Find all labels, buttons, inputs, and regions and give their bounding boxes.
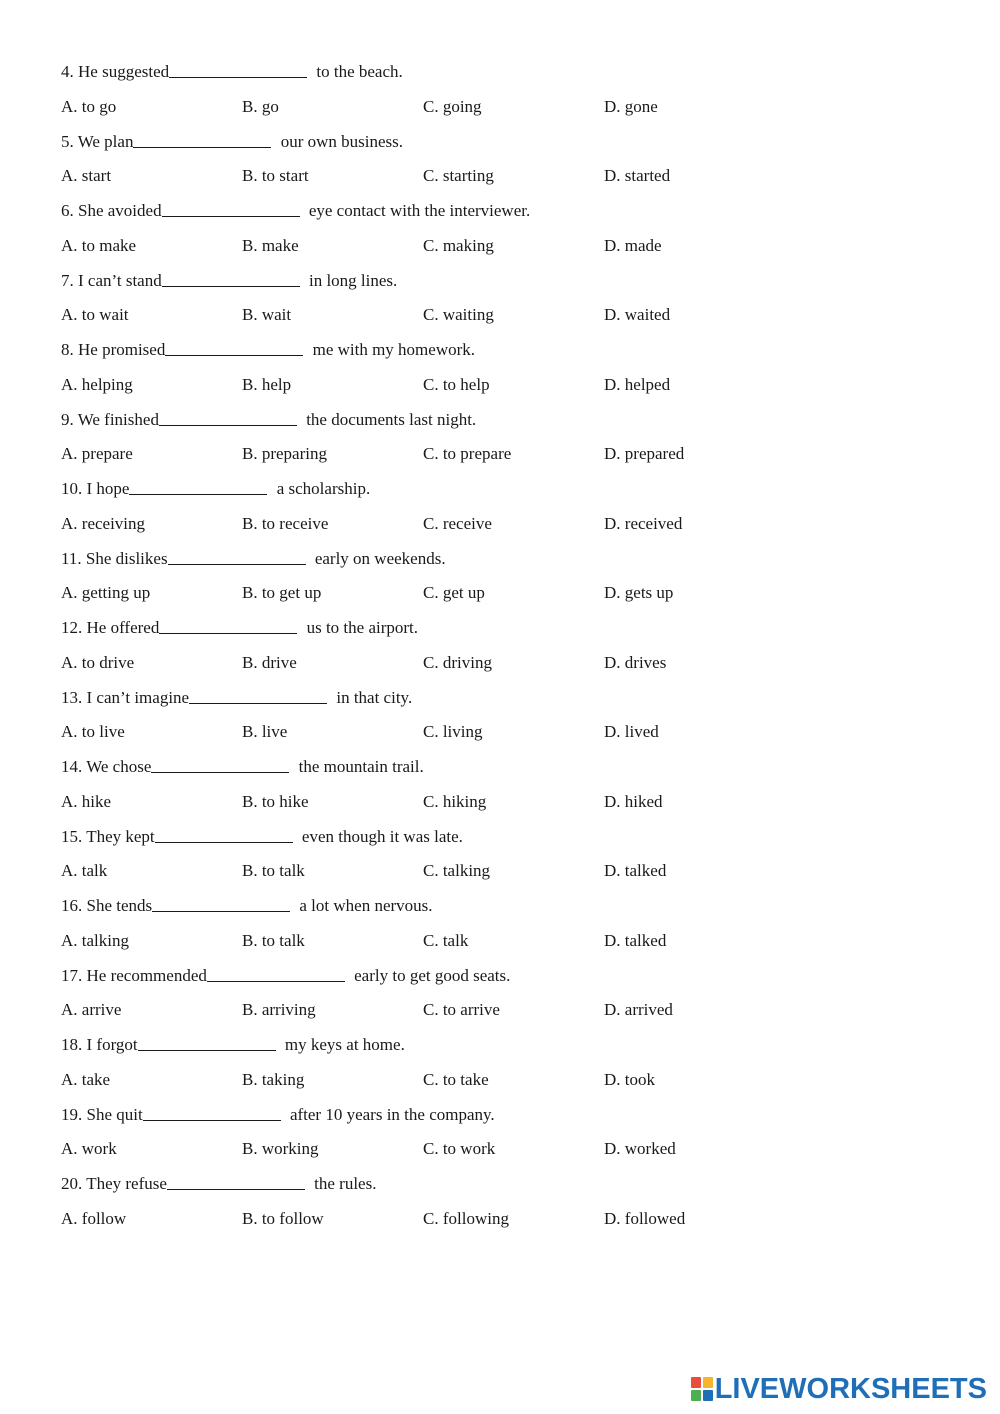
question-suffix: the documents last night. [301,409,477,429]
question-stem [61,474,941,509]
answer-option[interactable]: B. to talk [242,930,305,950]
answer-option[interactable]: D. helped [604,374,671,394]
answer-option[interactable]: A. to drive [61,652,135,672]
answer-option[interactable]: B. working [242,1139,319,1159]
answer-option[interactable]: B. to start [242,166,309,186]
answer-option[interactable]: C. following [423,1208,509,1228]
question-suffix: eye contact with the interviewer. [304,201,531,220]
answer-option[interactable]: A. to make [61,235,137,255]
answer-option[interactable]: D. arrived [604,1000,673,1020]
worksheet [61,57,941,1239]
answer-option[interactable]: B. arriving [242,1000,316,1020]
answer-option[interactable]: C. driving [423,652,492,672]
question-suffix: a lot when nervous. [295,896,433,915]
question-prefix: 6. She avoided [61,201,162,220]
question-suffix: our own business. [276,131,404,151]
question-prefix: 15. They kept [61,826,155,846]
answer-option[interactable]: B. help [242,374,292,394]
answer-options [61,578,941,613]
question-stem [61,1100,941,1135]
question-stem [61,613,941,648]
question-suffix: after 10 years in the company. [285,1104,495,1124]
answer-option[interactable]: D. waited [604,305,671,325]
answer-blank[interactable] [133,130,271,148]
answer-option[interactable]: D. followed [604,1208,686,1228]
answer-option[interactable]: A. arrive [61,1000,122,1020]
answer-option[interactable]: C. going [423,96,482,116]
question-suffix: even though it was late. [297,826,463,846]
question-prefix: 9. We finished [61,409,159,429]
answer-option[interactable]: A. start [61,166,112,186]
question-suffix: a scholarship. [272,479,371,498]
answer-options [61,300,941,335]
answer-option[interactable]: C. starting [423,166,494,186]
answer-blank[interactable] [207,964,345,982]
answer-option[interactable]: C. waiting [423,305,494,325]
answer-options [61,926,941,961]
question-prefix: 8. He promised [61,340,166,359]
question-prefix: 18. I forgot [61,1035,138,1054]
question-stem [61,683,941,718]
answer-options [61,370,941,405]
question-suffix: us to the airport. [302,618,419,637]
answer-option[interactable]: A. work [61,1139,117,1159]
question-prefix: 11. She dislikes [61,548,168,568]
answer-option[interactable]: A. prepare [61,444,133,464]
question-stem [61,405,941,440]
answer-option[interactable]: A. follow [61,1208,127,1228]
question-prefix: 12. He offered [61,618,160,637]
question-stem [61,822,941,857]
answer-blank[interactable] [162,199,300,217]
answer-option[interactable]: B. to receive [242,513,329,533]
answer-option[interactable]: C. talking [423,861,491,881]
answer-options [61,787,941,822]
answer-option[interactable]: A. talk [61,861,108,881]
answer-option[interactable]: C. to arrive [423,1000,500,1020]
question-stem [61,752,941,787]
answer-option[interactable]: B. to talk [242,861,305,881]
answer-option[interactable]: B. to follow [242,1208,324,1228]
answer-blank[interactable] [159,616,297,634]
answer-blank[interactable] [169,60,307,78]
question-stem [61,961,941,996]
answer-option[interactable]: A. helping [61,374,133,394]
answer-options [61,439,941,474]
answer-option[interactable]: D. talked [604,930,667,950]
question-stem [61,891,941,926]
answer-option[interactable]: D. received [604,513,683,533]
answer-option[interactable]: B. live [242,722,288,742]
answer-option[interactable]: C. to prepare [423,444,512,464]
question-stem [61,1169,941,1204]
answer-option[interactable]: C. making [423,235,494,255]
answer-option[interactable]: D. made [604,235,662,255]
question-prefix: 20. They refuse [61,1174,167,1193]
answer-option[interactable]: D. started [604,166,671,186]
answer-options [61,717,941,752]
question-suffix: the rules. [309,1174,377,1193]
answer-options [61,648,941,683]
question-prefix: 14. We chose [61,757,152,776]
answer-option[interactable]: A. to wait [61,305,129,325]
answer-option[interactable]: B. drive [242,652,297,672]
question-prefix: 19. She quit [61,1104,143,1124]
question-stem [61,127,941,162]
answer-blank[interactable] [189,686,327,704]
answer-option[interactable]: B. go [242,96,279,116]
question-stem [61,544,941,579]
question-prefix: 17. He recommended [61,965,207,985]
logo-mark-square [691,1390,701,1401]
answer-option[interactable]: A. receiving [61,513,146,533]
answer-option[interactable]: D. worked [604,1139,676,1159]
answer-option[interactable]: D. took [604,1069,655,1089]
answer-option[interactable]: A. to go [61,96,117,116]
answer-option[interactable]: B. taking [242,1069,305,1089]
question-suffix: me with my homework. [308,340,476,359]
answer-options [61,1065,941,1100]
question-suffix: to the beach. [312,62,403,81]
answer-option[interactable]: C. to take [423,1069,489,1089]
answer-option[interactable]: D. talked [604,861,667,881]
answer-option[interactable]: B. preparing [242,444,327,464]
answer-options [61,92,941,127]
question-suffix: early on weekends. [310,548,446,568]
question-prefix: 16. She tends [61,896,153,915]
answer-blank[interactable] [143,1103,281,1121]
answer-options [61,1204,941,1239]
answer-options [61,995,941,1030]
question-stem [61,266,941,301]
answer-option[interactable]: B. make [242,235,299,255]
question-prefix: 7. I can’t stand [61,270,162,290]
question-suffix: my keys at home. [280,1035,405,1054]
answer-blank[interactable] [129,477,267,495]
answer-options [61,161,941,196]
question-stem [61,196,941,231]
answer-option[interactable]: D. hiked [604,791,663,811]
question-stem [61,335,941,370]
logo-mark-icon [691,1377,713,1401]
answer-option[interactable]: C. get up [423,583,485,603]
answer-blank[interactable] [138,1033,276,1051]
answer-blank[interactable] [167,1172,305,1190]
question-prefix: 13. I can’t imagine [61,687,190,707]
answer-option[interactable]: A. hike [61,791,112,811]
answer-options [61,856,941,891]
logo-text: LIVEWORKSHEETS [714,1373,987,1405]
answer-option[interactable]: C. talk [423,930,469,950]
logo-mark-square [703,1377,713,1388]
answer-option[interactable]: B. to hike [242,791,309,811]
answer-option[interactable]: A. to live [61,722,125,742]
answer-option[interactable]: A. take [61,1069,111,1089]
answer-option[interactable]: D. prepared [604,444,685,464]
answer-option[interactable]: C. living [423,722,483,742]
question-prefix: 10. I hope [61,479,130,498]
question-stem [61,1030,941,1065]
answer-option[interactable]: C. hiking [423,791,487,811]
answer-blank[interactable] [162,269,300,287]
answer-blank[interactable] [155,825,293,843]
answer-blank[interactable] [151,755,289,773]
answer-options [61,1134,941,1169]
answer-option[interactable]: C. to help [423,374,490,394]
logo-mark-square [691,1377,701,1388]
answer-option[interactable]: D. gone [604,96,658,116]
answer-blank[interactable] [159,408,297,426]
answer-option[interactable]: D. gets up [604,583,674,603]
answer-option[interactable]: D. lived [604,722,659,742]
answer-option[interactable]: A. talking [61,930,129,950]
question-prefix: 5. We plan [61,131,134,151]
answer-options [61,231,941,266]
question-suffix: the mountain trail. [294,757,424,776]
answer-blank[interactable] [168,547,306,565]
question-suffix: in that city. [332,687,413,707]
answer-options [61,509,941,544]
liveworksheets-logo [691,1374,987,1404]
question-prefix: 4. He suggested [61,62,170,81]
answer-option[interactable]: C. to work [423,1139,496,1159]
answer-option[interactable]: B. wait [242,305,292,325]
question-stem [61,57,941,92]
answer-blank[interactable] [165,338,303,356]
logo-mark-square [703,1390,713,1401]
answer-option[interactable]: B. to get up [242,583,322,603]
question-suffix: in long lines. [304,270,398,290]
question-suffix: early to get good seats. [349,965,511,985]
answer-option[interactable]: A. getting up [61,583,151,603]
answer-option[interactable]: C. receive [423,513,492,533]
answer-blank[interactable] [152,894,290,912]
answer-option[interactable]: D. drives [604,652,667,672]
